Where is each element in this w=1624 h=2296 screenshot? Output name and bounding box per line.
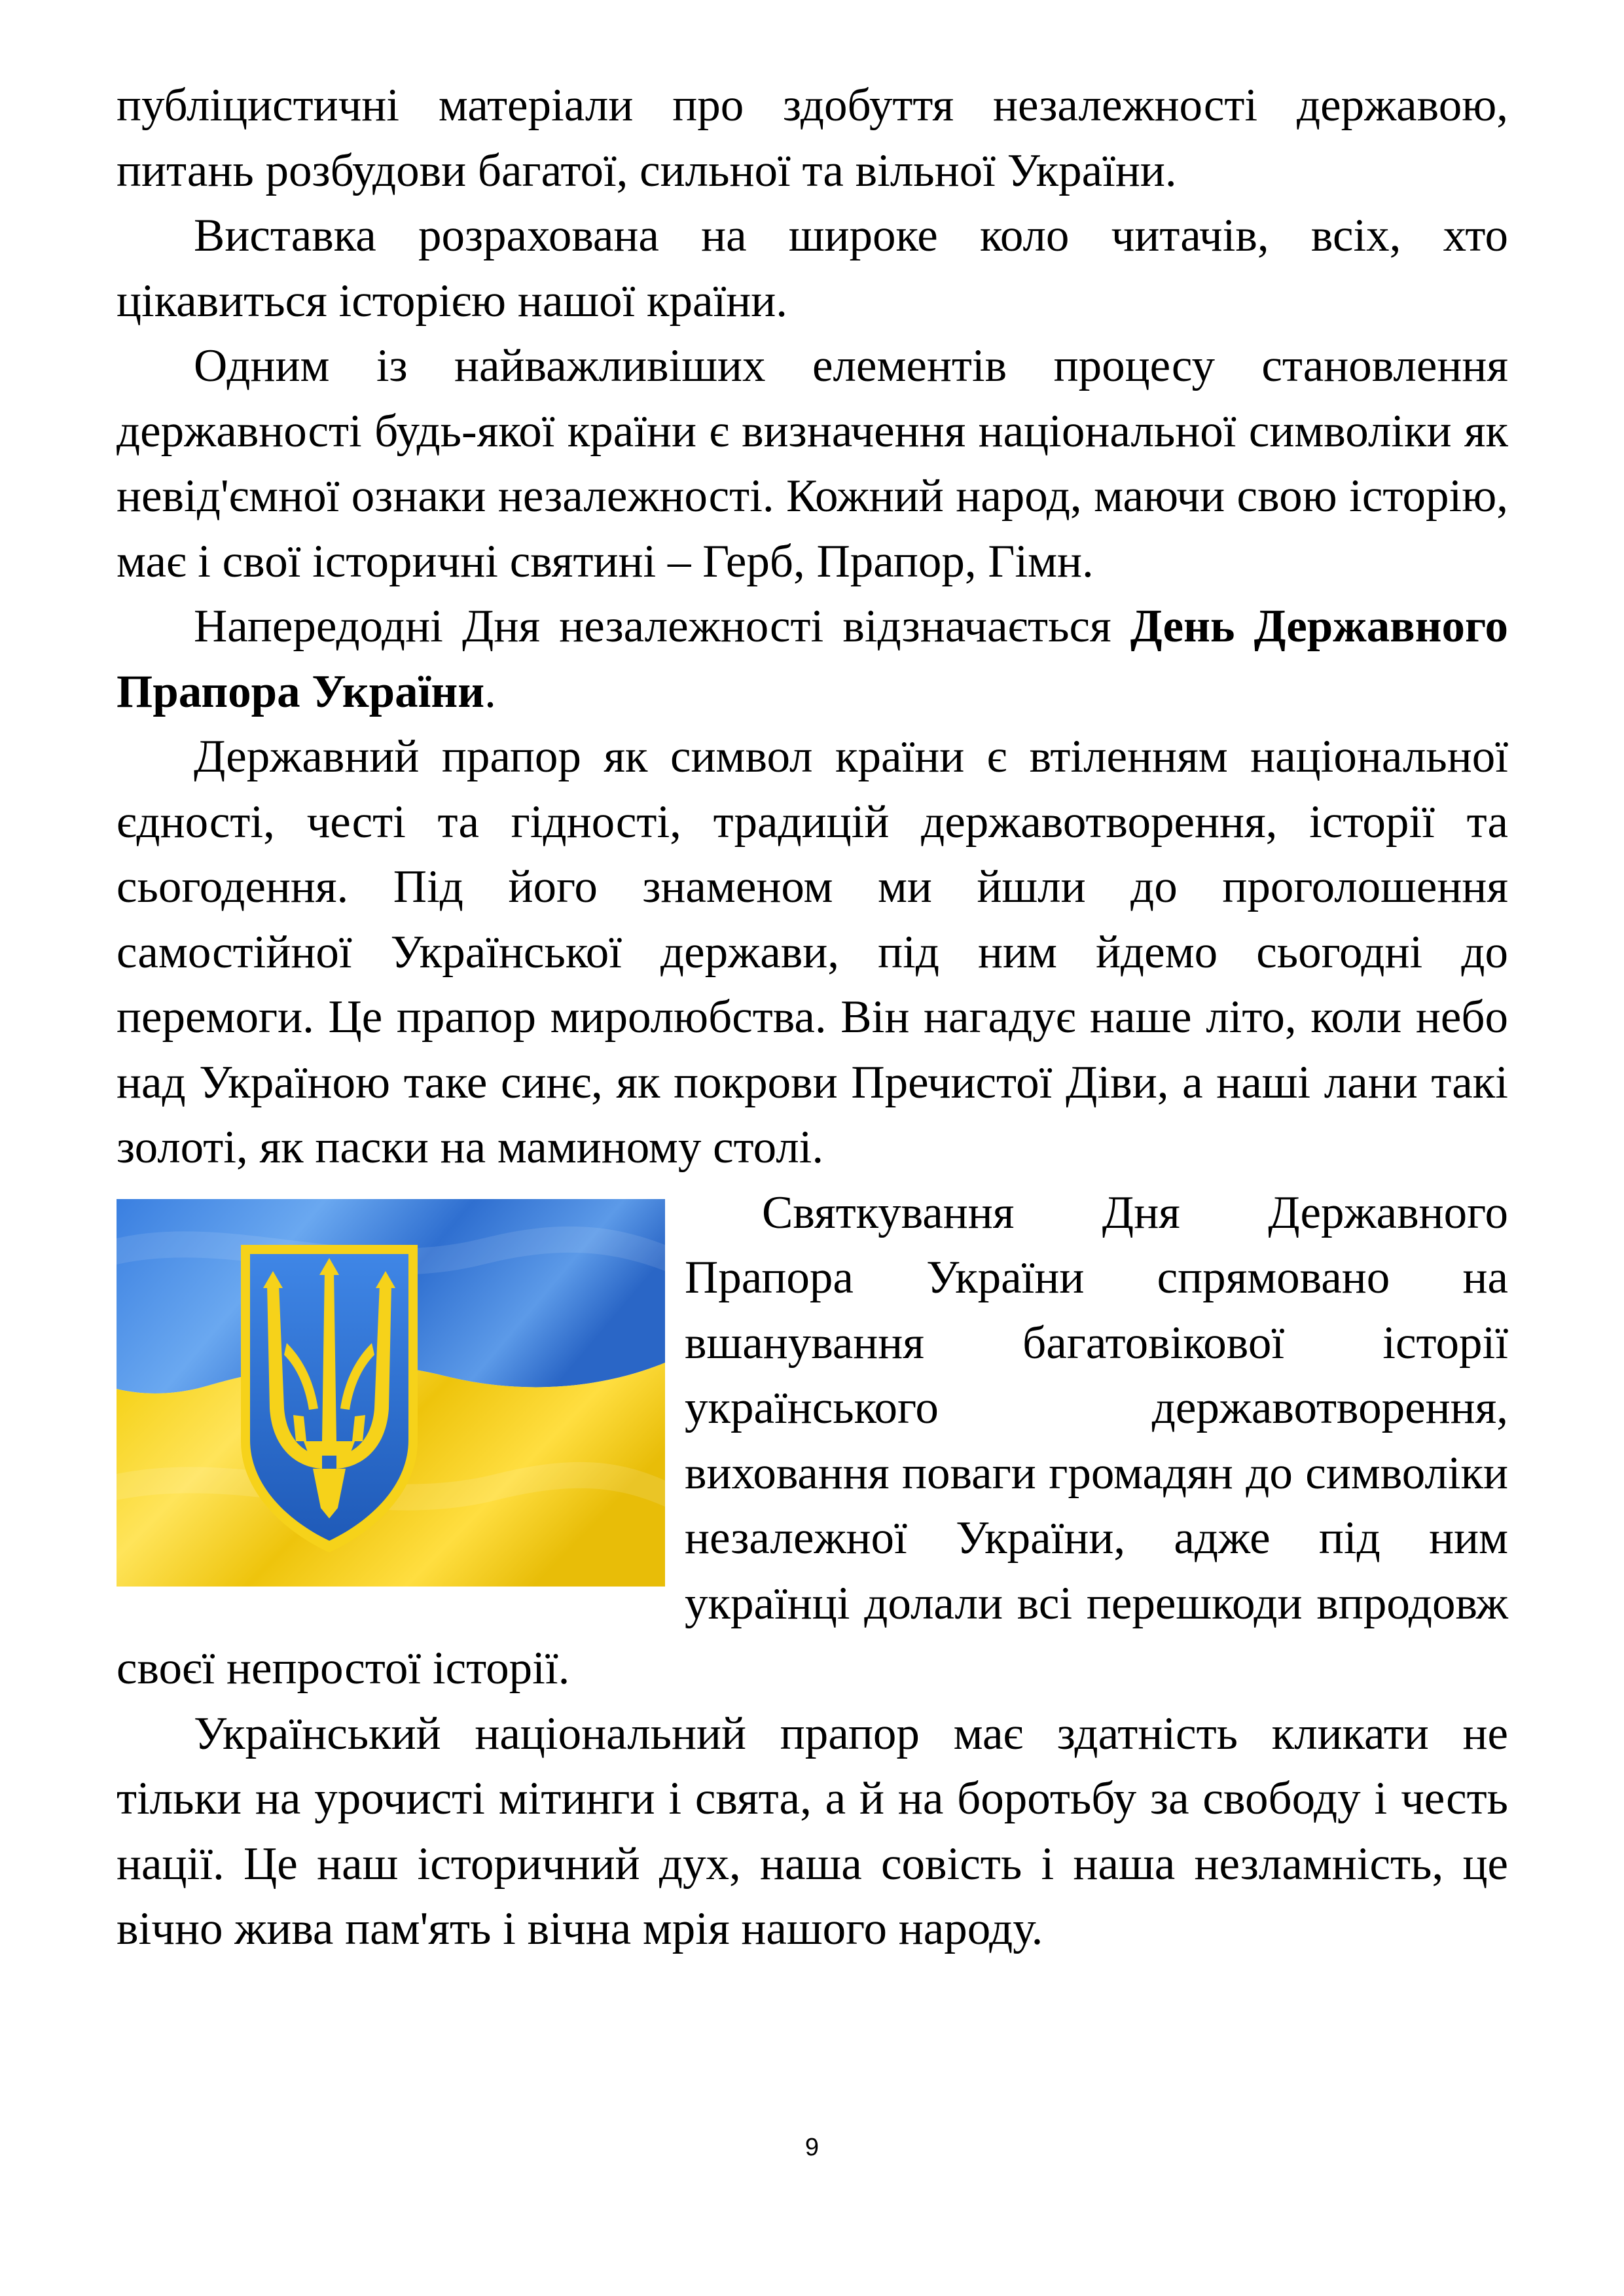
- flag-day-title: День Державного Прапора України: [117, 601, 1508, 717]
- paragraph-3: Одним із найважливіших елементів процесу становлення державності будь-якої країни є визначення національної символіки як невід'ємної ознаки незалежності. Кожний народ, маючи свою історію, має і свої історичні святині – Герб, Прапор, Гімн.: [117, 340, 1508, 587]
- ukrainian-flag-with-trident-image: [117, 1199, 665, 1587]
- paragraph-4: [117, 594, 1508, 725]
- page-number: 9: [804, 2134, 820, 2161]
- flag-icon: [117, 1199, 665, 1587]
- paragraph-4-end: .: [484, 666, 496, 717]
- paragraph-1: публіцистичні матеріали про здобуття незалежності державою, питань розбудови багатої, сильної та вільної України.: [117, 80, 1508, 196]
- paragraph-4-text: Напередодні Дня незалежності відзначається: [194, 601, 1130, 652]
- paragraph-2: Виставка розрахована на широке коло читачів, всіх, хто цікавиться історією нашої країни.: [117, 210, 1508, 327]
- document-body: [117, 73, 1508, 1962]
- paragraph-5: Державний прапор як символ країни є втіленням національної єдності, честі та гідності, традицій державотворення, історії та сьогодення. Під його знаменом ми йшли до проголошення самостійної Української держави, під ним йдемо сьогодні до перемоги. Це прапор миролюбства. Він нагадує наше літо, коли небо над Україною таке синє, як покрови Пречистої Діви, а наші лани такі золоті, як паски на маминому столі.: [117, 731, 1508, 1173]
- paragraph-7: Український національний прапор має здатність кликати не тільки на урочисті мітинги і свята, а й на боротьбу за свободу і честь нації. Це наш історичний дух, наша совість і наша незламність, це вічно жива пам'ять і вічна мрія нашого народу.: [117, 1708, 1508, 1954]
- paragraph-6: Святкування Дня Державного Прапора України спрямовано на вшанування багатовікової історії українського державотворення, виховання поваги громадян до символіки незалежної України, адже під ним українці долали всі перешкоди впродовж своєї непростої історії.: [117, 1187, 1508, 1694]
